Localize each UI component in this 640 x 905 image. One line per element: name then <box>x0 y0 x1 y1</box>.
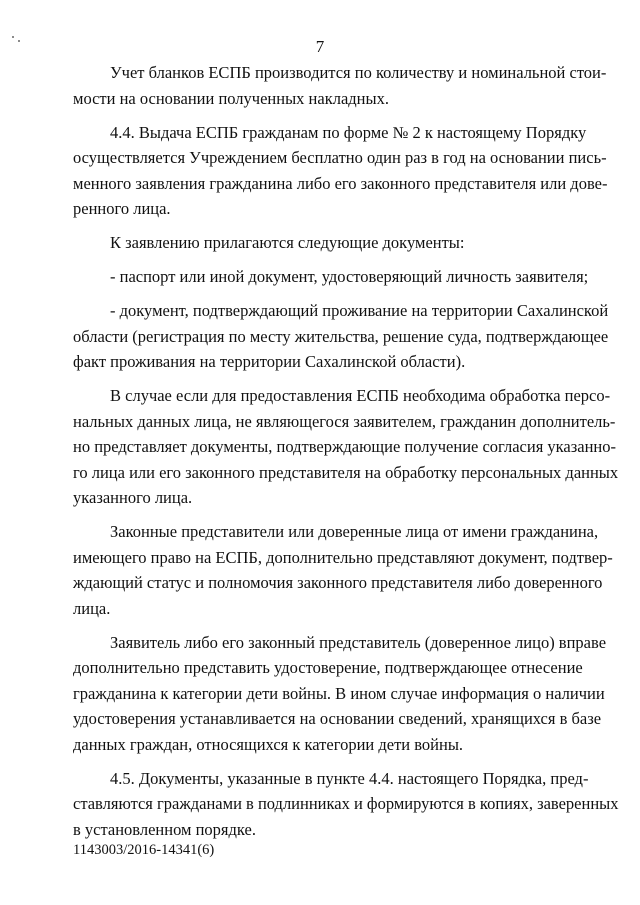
text-line: Учет бланков ЕСПБ производится по количеству и номинальной стои- <box>110 63 607 82</box>
text-line: го лица или его законного представителя на обработку персональных данных <box>73 462 619 482</box>
text-line: К заявлению прилагаются следующие документы: <box>110 233 465 252</box>
paragraph <box>73 383 619 511</box>
text-line: удостоверения устанавливается на основании сведений, хранящихся в базе <box>73 709 602 728</box>
paragraph-spacer <box>73 511 575 520</box>
paragraph-spacer <box>73 256 575 265</box>
paragraph-spacer <box>73 222 575 231</box>
text-line: в установленном порядке. <box>73 819 256 839</box>
scan-speck <box>12 36 14 38</box>
document-footer-code: 1143003/2016-14341(6) <box>73 842 215 858</box>
paragraph <box>73 630 607 758</box>
text-line: Законные представители или доверенные лица от имени гражданина, <box>110 522 599 541</box>
paragraph-spacer <box>73 621 575 630</box>
text-line: - документ, подтверждающий проживание на территории Сахалинской <box>110 301 609 320</box>
text-line: менного заявления гражданина либо его законного представителя или дове- <box>73 173 608 193</box>
text-line: мости на основании полученных накладных. <box>73 88 389 108</box>
paragraph-spacer <box>73 111 575 120</box>
text-line: области (регистрация по месту жительства, решение суда, подтверждающее <box>73 326 609 346</box>
scan-speck <box>18 40 20 42</box>
paragraph <box>73 264 589 290</box>
paragraph <box>73 519 613 621</box>
text-line: ренного лица. <box>73 199 171 218</box>
text-line: ставляются гражданами в подлинниках и формируются в копиях, заверенных <box>73 794 619 813</box>
text-line: имеющего право на ЕСПБ, дополнительно представляют документ, подтвер- <box>73 547 613 567</box>
text-line: В случае если для предоставления ЕСПБ необходима обработка персо- <box>110 386 611 405</box>
text-line: факт проживания на территории Сахалинской области). <box>73 352 466 371</box>
text-line: но представляет документы, подтверждающие получение согласия указанно- <box>73 437 617 456</box>
text-line: дополнительно представить удостоверение, подтверждающее отнесение <box>73 658 583 677</box>
text-line: гражданина к категории дети войны. В ином случае информация о наличии <box>73 683 605 703</box>
paragraph-spacer <box>73 375 575 384</box>
paragraph-spacer <box>73 290 575 299</box>
text-line: указанного лица. <box>73 488 193 507</box>
text-line: - паспорт или иной документ, удостоверяющий личность заявителя; <box>110 267 589 286</box>
page-number: 7 <box>315 37 325 56</box>
paragraph <box>73 120 608 222</box>
text-line: 4.4. Выдача ЕСПБ гражданам по форме № 2 к настоящему Порядку <box>110 122 587 142</box>
text-line: Заявитель либо его законный представитель (доверенное лицо) вправе <box>110 632 607 652</box>
document-body <box>73 60 619 842</box>
paragraph <box>73 298 609 375</box>
text-line: 4.5. Документы, указанные в пункте 4.4. настоящего Порядка, пред- <box>110 768 589 788</box>
text-line: лица. <box>73 598 111 618</box>
text-line: данных граждан, относящихся к категории дети войны. <box>73 734 464 754</box>
text-line: осуществляется Учреждением бесплатно один раз в год на основании пись- <box>73 148 607 167</box>
paragraph <box>73 766 619 843</box>
text-line: ждающий статус и полномочия законного представителя либо доверенного <box>73 573 603 592</box>
paragraph <box>73 230 575 256</box>
text-line: нальных данных лица, не являющегося заявителем, гражданин дополнитель- <box>73 411 616 431</box>
paragraph <box>73 60 607 111</box>
paragraph-spacer <box>73 757 575 766</box>
